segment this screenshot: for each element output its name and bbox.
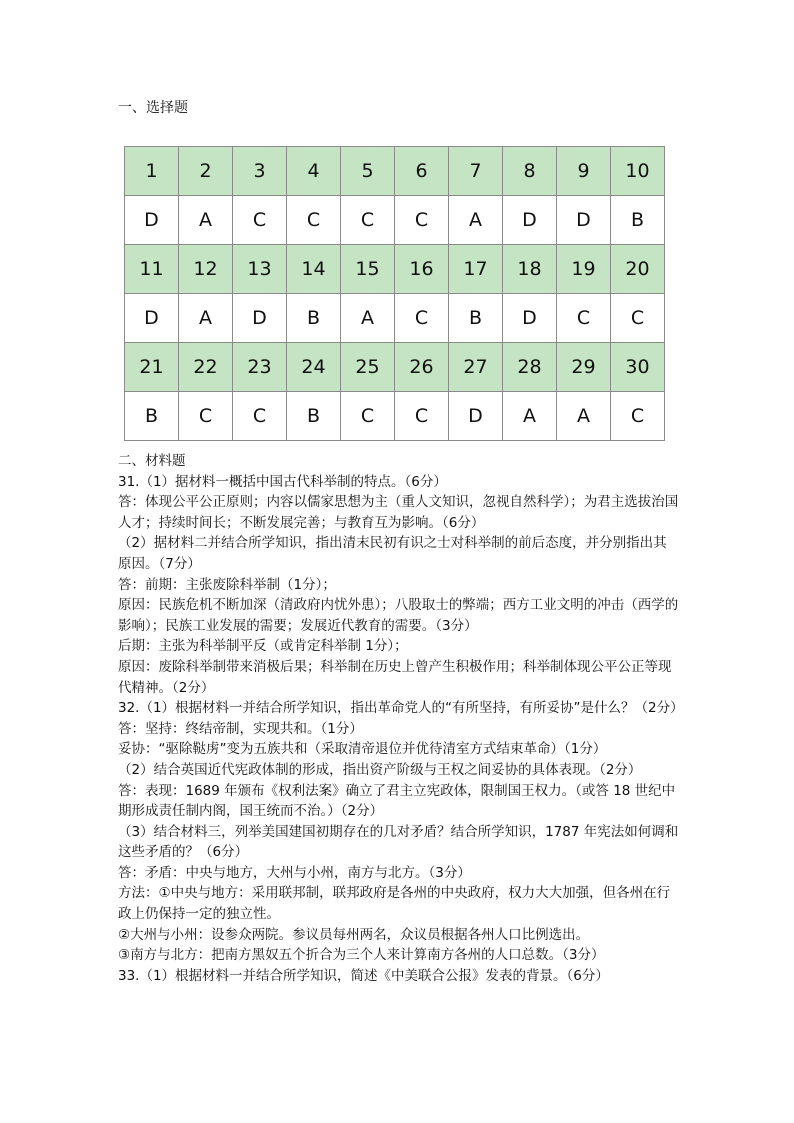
- answer-row: [125, 392, 665, 441]
- answer-row: [125, 196, 665, 245]
- question-number-cell: 24: [287, 343, 341, 392]
- question-number-cell: 9: [557, 147, 611, 196]
- question-number-cell: 28: [503, 343, 557, 392]
- question-number-cell: 26: [395, 343, 449, 392]
- q32-3-method-3: ③南方与北方：把南方黑奴五个折合为三个人来计算南方各州的人口总数。（3分）: [118, 947, 605, 964]
- q32-1-answer-compromise: 妥协：“驱除鞑虏”变为五族共和（采取清帝退位并优待清室方式结束革命）（1分）: [118, 741, 607, 758]
- answer-cell: B: [125, 392, 179, 441]
- q31-2-answer-late: 后期：主张为科举制平反（或肯定科举制 1分）；: [118, 638, 408, 655]
- question-number-cell: 11: [125, 245, 179, 294]
- q31-2: （2）据材料二并结合所学知识，指出清末民初有识之士对科举制的前后态度，并分别指出其原因。（7分）: [118, 535, 667, 572]
- question-number-cell: 27: [449, 343, 503, 392]
- question-number-cell: 10: [611, 147, 665, 196]
- answer-cell: D: [503, 294, 557, 343]
- question-number-cell: 13: [233, 245, 287, 294]
- answer-cell: C: [233, 392, 287, 441]
- answer-cell: A: [449, 196, 503, 245]
- q31-2-reason-late: 原因：废除科举制带来消极后果；科举制在历史上曾产生积极作用；科举制体现公平公正等现代精神。（2分）: [118, 658, 672, 696]
- answer-cell: B: [611, 196, 665, 245]
- answer-cell: D: [557, 196, 611, 245]
- question-number-cell: 5: [341, 147, 395, 196]
- answer-cell: B: [287, 392, 341, 441]
- answer-cell: C: [395, 196, 449, 245]
- answer-cell: C: [341, 196, 395, 245]
- question-number-row: [125, 245, 665, 294]
- question-number-cell: 1: [125, 147, 179, 196]
- question-number-cell: 16: [395, 245, 449, 294]
- question-number-cell: 19: [557, 245, 611, 294]
- question-number-cell: 30: [611, 343, 665, 392]
- question-number-cell: 18: [503, 245, 557, 294]
- material-questions: [118, 451, 684, 986]
- q32-3-method-2: ②大州与小州：设参众两院。参议员每州两名，众议员根据各州人口比例选出。: [118, 926, 590, 943]
- q32-2-answer: 答：表现：1689 年颁布《权利法案》确立了君主立宪政体，限制国王权力。（或答 18 世纪中期形成责任制内阁，国王统而不治。）（2分）: [118, 782, 676, 820]
- question-number-cell: 29: [557, 343, 611, 392]
- question-number-cell: 23: [233, 343, 287, 392]
- q32-1: 32.（1）根据材料一并结合所学知识，指出革命党人的“有所坚持，有所妥协”是什么？（2分）: [118, 700, 684, 717]
- answer-cell: A: [179, 294, 233, 343]
- answer-cell: C: [395, 392, 449, 441]
- answer-cell: D: [233, 294, 287, 343]
- q32-2: （2）结合英国近代宪政体制的形成，指出资产阶级与王权之间妥协的具体表现。（2分）: [118, 761, 642, 778]
- question-number-row: [125, 343, 665, 392]
- q31-1-answer: 答：体现公平公正原则；内容以儒家思想为主（重人文知识，忽视自然科学）；为君主选拔治国人才；持续时间长；不断发展完善；与教育互为影响。（6分）: [118, 494, 679, 531]
- question-number-cell: 22: [179, 343, 233, 392]
- answer-cell: D: [125, 294, 179, 343]
- section2-title: 二、材料题: [118, 453, 186, 469]
- answer-cell: C: [557, 294, 611, 343]
- answer-cell: C: [611, 294, 665, 343]
- question-number-cell: 20: [611, 245, 665, 294]
- answer-cell: A: [557, 392, 611, 441]
- question-number-cell: 12: [179, 245, 233, 294]
- question-number-row: [125, 147, 665, 196]
- section1-title: 一、选择题: [118, 100, 188, 116]
- question-number-cell: 21: [125, 343, 179, 392]
- answer-cell: C: [611, 392, 665, 441]
- question-number-cell: 8: [503, 147, 557, 196]
- answer-cell: D: [503, 196, 557, 245]
- answer-cell: D: [125, 196, 179, 245]
- answer-table: [124, 146, 665, 441]
- answer-cell: A: [341, 294, 395, 343]
- answer-cell: C: [233, 196, 287, 245]
- q32-1-answer-persist: 答：坚持：终结帝制，实现共和。（1分）: [118, 720, 363, 737]
- answer-cell: C: [287, 196, 341, 245]
- q31-2-answer-early: 答：前期：主张废除科举制（1分）；: [118, 576, 336, 593]
- q32-3: （3）结合材料三，列举美国建国初期存在的几对矛盾？结合所学知识，1787 年宪法如何调和这些矛盾的？（6分）: [118, 823, 679, 861]
- question-number-cell: 6: [395, 147, 449, 196]
- question-number-cell: 14: [287, 245, 341, 294]
- answer-cell: A: [503, 392, 557, 441]
- q32-3-method-1: 方法：①中央与地方：采用联邦制，联邦政府是各州的中央政府，权力大大加强，但各州在行政上仍保持一定的独立性。: [118, 885, 671, 923]
- q33-1: 33.（1）根据材料一并结合所学知识，简述《中美联合公报》发表的背景。（6分）: [118, 967, 609, 984]
- question-number-cell: 2: [179, 147, 233, 196]
- answer-cell: B: [449, 294, 503, 343]
- answer-row: [125, 294, 665, 343]
- answer-cell: C: [395, 294, 449, 343]
- q32-3-answer-conflicts: 答：矛盾：中央与地方，大州与小州，南方与北方。（3分）: [118, 864, 471, 881]
- q31-2-reason-early: 原因：民族危机不断加深（清政府内忧外患）；八股取士的弊端；西方工业文明的冲击（西学的影响）；民族工业发展的需要；发展近代教育的需要。（3分）: [118, 597, 679, 634]
- question-number-cell: 15: [341, 245, 395, 294]
- question-number-cell: 7: [449, 147, 503, 196]
- q31-1: 31.（1）据材料一概括中国古代科举制的特点。（6分）: [118, 473, 447, 490]
- answer-cell: D: [449, 392, 503, 441]
- answer-cell: C: [341, 392, 395, 441]
- answer-cell: A: [179, 196, 233, 245]
- question-number-cell: 3: [233, 147, 287, 196]
- question-number-cell: 4: [287, 147, 341, 196]
- answer-cell: B: [287, 294, 341, 343]
- question-number-cell: 17: [449, 245, 503, 294]
- answer-cell: C: [179, 392, 233, 441]
- question-number-cell: 25: [341, 343, 395, 392]
